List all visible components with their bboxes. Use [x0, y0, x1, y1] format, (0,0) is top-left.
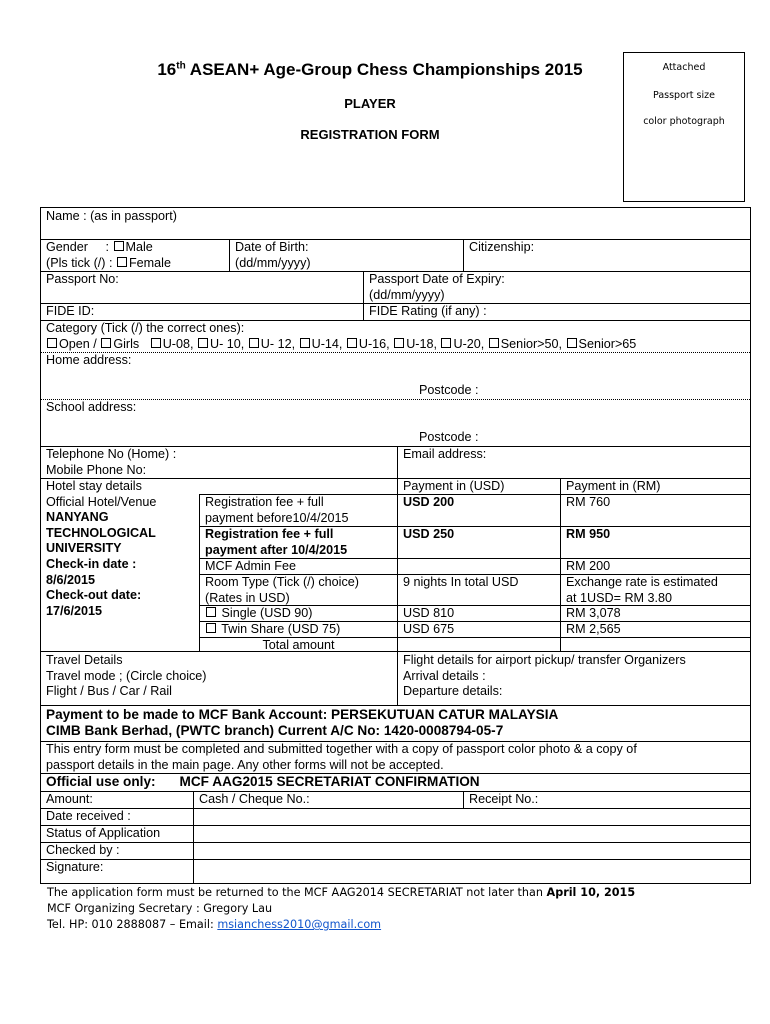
category-senior50: Senior>50,	[500, 336, 563, 351]
admin-rm: RM 200	[561, 558, 750, 575]
room-type-line1: Room Type (Tick (/) choice)	[205, 575, 359, 589]
category-checkbox-u08[interactable]	[151, 338, 161, 348]
registration-form-table	[40, 207, 751, 884]
category-girls: Girls	[113, 336, 140, 351]
home-address-field[interactable]	[41, 353, 750, 399]
checked-by-value[interactable]	[193, 843, 750, 859]
fee-column	[199, 494, 397, 651]
form-subtitle-player: PLAYER	[344, 96, 396, 111]
arrival-label: Arrival details :	[403, 668, 486, 683]
exchange-line1: Exchange rate is estimated	[566, 575, 718, 589]
name-row	[41, 208, 750, 239]
usd-column	[397, 494, 560, 651]
category-checkbox-u18[interactable]	[394, 338, 404, 348]
school-postcode-label: Postcode :	[419, 430, 479, 444]
category-u18: U-18,	[406, 336, 437, 351]
fee-late-rm: RM 950	[561, 526, 750, 559]
category-u08: U-08,	[162, 336, 194, 351]
category-u14: U-14,	[311, 336, 343, 351]
payment-row	[41, 705, 750, 741]
payment-account-line: Payment to be made to MCF Bank Account: PERSEKUTUAN CATUR MALAYSIA	[46, 707, 559, 722]
rm-header: Payment in (RM)	[560, 479, 750, 494]
category-checkbox-u16[interactable]	[347, 338, 357, 348]
school-address-row	[41, 399, 750, 446]
date-received-label: Date received :	[46, 809, 131, 823]
total-amount-label: Total amount	[200, 637, 397, 651]
gender-row	[41, 239, 750, 271]
admin-fee: MCF Admin Fee	[200, 558, 397, 575]
total-rm[interactable]	[561, 637, 750, 651]
twin-checkbox[interactable]	[206, 623, 216, 633]
passport-no-field[interactable]: Passport No:	[46, 272, 119, 286]
category-u16: U-16,	[358, 336, 390, 351]
category-checkbox-u14[interactable]	[300, 338, 310, 348]
signature-value[interactable]	[193, 860, 750, 883]
category-open: Open /	[59, 336, 97, 351]
fide-rating-field[interactable]: FIDE Rating (if any) :	[363, 304, 750, 320]
total-usd[interactable]	[398, 637, 560, 651]
email-link[interactable]: msianchess2010@gmail.com	[217, 918, 382, 931]
twin-label: Twin Share (USD 75)	[221, 622, 341, 636]
gender-hint: (Pls tick (/) :	[46, 255, 113, 270]
official-status-row	[41, 825, 750, 842]
note-line1: This entry form must be completed and submitted together with a copy of passport color photo & a copy of	[46, 742, 637, 756]
note-line2: passport details in the main page. Any other forms will not be accepted.	[46, 757, 444, 772]
travel-mode-options: Flight / Bus / Car / Rail	[46, 684, 172, 699]
home-postcode-label: Postcode :	[419, 383, 479, 397]
venue-name-1: NANYANG	[46, 510, 109, 525]
official-use-label: Official use only:	[46, 774, 156, 789]
fee-early-rm: RM 760	[566, 495, 611, 509]
footer-secretary: MCF Organizing Secretary : Gregory Lau	[47, 902, 273, 915]
citizenship-field[interactable]	[463, 240, 750, 271]
passport-expiry-label: Passport Date of Expiry:	[369, 272, 505, 286]
category-options	[46, 337, 745, 353]
hotel-header: Hotel stay details	[46, 479, 142, 493]
checkin-label: Check-in date :	[46, 556, 137, 571]
payment-bank-line: CIMB Bank Berhad, (PWTC branch) Current A/C No: 1420-0008794-05-7	[46, 723, 504, 738]
footer	[47, 885, 635, 933]
confirmation-label: MCF AAG2015 SECRETARIAT CONFIRMATION	[179, 774, 480, 789]
signature-label: Signature:	[46, 860, 104, 874]
rm-column	[560, 494, 750, 651]
fee-late	[200, 526, 397, 559]
photo-box-line2: Passport size	[653, 90, 715, 101]
female-label: Female	[128, 255, 171, 270]
room-type	[200, 574, 397, 606]
mobile-label: Mobile Phone No:	[46, 462, 147, 477]
hotel-block	[41, 478, 750, 651]
travel-field[interactable]	[41, 653, 397, 705]
amount-label: Amount:	[46, 792, 93, 806]
passport-row	[41, 271, 750, 303]
twin-rm: RM 2,565	[561, 621, 750, 638]
official-header-row	[41, 773, 750, 791]
form-subtitle-registration: REGISTRATION FORM	[300, 127, 440, 142]
gender-field	[41, 240, 229, 271]
category-checkbox-senior50[interactable]	[489, 338, 499, 348]
room-type-line2: (Rates in USD)	[205, 590, 290, 605]
dob-field[interactable]	[229, 240, 463, 271]
checkin-date: 8/6/2015	[46, 572, 96, 587]
fee-early-line2: payment before10/4/2015	[205, 510, 349, 525]
category-senior65: Senior>65	[578, 336, 637, 351]
phone-field[interactable]	[41, 447, 397, 478]
contact-row	[41, 446, 750, 478]
photo-box	[623, 52, 745, 202]
male-checkbox[interactable]	[114, 241, 124, 251]
category-u20: U-20,	[453, 336, 485, 351]
category-checkbox-u20[interactable]	[441, 338, 451, 348]
official-signature-row	[41, 859, 750, 883]
room-single	[200, 605, 397, 622]
home-address-label: Home address:	[46, 353, 132, 367]
fee-early-line1: Registration fee + full	[205, 495, 324, 509]
name-field[interactable]: Name : (as in passport)	[46, 209, 177, 223]
female-checkbox[interactable]	[117, 257, 127, 267]
home-address-row	[41, 352, 750, 399]
twin-usd: USD 675	[398, 621, 560, 638]
category-checkbox-open[interactable]	[47, 338, 57, 348]
category-row	[41, 320, 750, 352]
checkout-date: 17/6/2015	[46, 603, 103, 618]
note-row	[41, 741, 750, 773]
single-checkbox[interactable]	[206, 607, 216, 617]
category-checkbox-senior65[interactable]	[567, 338, 577, 348]
photo-box-line3: color photograph	[643, 116, 725, 127]
category-checkbox-u10[interactable]	[198, 338, 208, 348]
male-label: Male	[125, 240, 153, 254]
departure-label: Departure details:	[403, 684, 503, 699]
photo-box-line1: Attached	[662, 62, 706, 73]
dob-label: Date of Birth:	[235, 240, 309, 254]
fee-late-line2: payment after 10/4/2015	[205, 542, 348, 557]
single-rm: RM 3,078	[561, 605, 750, 622]
email-field[interactable]: Email address:	[397, 447, 750, 478]
category-checkbox-u12[interactable]	[249, 338, 259, 348]
official-date-row	[41, 808, 750, 825]
cash-cheque-field[interactable]: Cash / Cheque No.:	[193, 792, 463, 808]
category-u10: U- 10,	[210, 336, 245, 351]
usd-header: Payment in (USD)	[397, 479, 560, 494]
footer-deadline: The application form must be returned to the MCF AAG2014 SECRETARIAT not later than April 10, 2015	[47, 886, 636, 899]
payment-header-row	[397, 479, 750, 494]
room-twin	[200, 621, 397, 638]
category-label: Category (Tick (/) the correct ones):	[46, 321, 245, 335]
fee-late-line1: Registration fee + full	[205, 527, 334, 541]
venue-name-3: UNIVERSITY	[46, 541, 122, 556]
single-label: Single (USD 90)	[221, 606, 313, 620]
dob-format: (dd/mm/yyyy)	[235, 255, 311, 270]
travel-row	[41, 651, 750, 705]
official-amount-row	[41, 791, 750, 808]
category-u12: U- 12,	[260, 336, 296, 351]
fide-id-field[interactable]: FIDE ID:	[46, 304, 95, 318]
status-label: Status of Application	[46, 826, 161, 840]
date-received-value[interactable]	[193, 809, 750, 825]
citizenship-label: Citizenship:	[469, 240, 535, 254]
flight-details-label: Flight details for airport pickup/ transfer Organizers	[403, 653, 686, 667]
category-field	[41, 321, 750, 352]
passport-expiry-format: (dd/mm/yyyy)	[369, 287, 445, 302]
fide-row	[41, 303, 750, 320]
official-checked-row	[41, 842, 750, 859]
school-address-label: School address:	[46, 400, 137, 414]
exchange-line2: at 1USD= RM 3.80	[566, 590, 673, 605]
fee-late-usd: USD 250	[398, 526, 560, 559]
venue-label: Official Hotel/Venue	[46, 494, 157, 509]
form-title: 16th ASEAN+ Age-Group Chess Championships 2015	[157, 60, 583, 79]
school-address-field[interactable]	[41, 400, 750, 446]
single-usd: USD 810	[398, 605, 560, 622]
official-header	[41, 774, 750, 791]
status-value[interactable]	[193, 826, 750, 842]
admin-usd[interactable]	[398, 558, 560, 575]
exchange-rate	[561, 574, 750, 606]
category-checkbox-girls[interactable]	[101, 338, 111, 348]
fee-early	[200, 495, 397, 526]
venue-name-2: TECHNOLOGICAL	[46, 525, 156, 540]
travel-mode-label: Travel mode ; (Circle choice)	[46, 668, 207, 683]
footer-contact: Tel. HP: 010 2888087 – Email: msianchess2010@gmail.com	[47, 918, 382, 931]
fee-early-usd: USD 200	[403, 495, 455, 509]
passport-expiry-field[interactable]	[363, 272, 750, 303]
gender-label: Gender :	[46, 240, 109, 254]
payment-info	[41, 706, 750, 741]
submission-note	[41, 742, 750, 773]
checked-by-label: Checked by :	[46, 843, 120, 857]
flight-details-field[interactable]	[397, 652, 750, 705]
checkout-label: Check-out date:	[46, 588, 142, 603]
nights-label: 9 nights In total USD	[398, 574, 560, 606]
travel-details-label: Travel Details	[46, 653, 123, 667]
receipt-field[interactable]: Receipt No.:	[463, 792, 750, 808]
tel-home-label: Telephone No (Home) :	[46, 447, 177, 461]
hotel-venue-column	[41, 479, 199, 651]
